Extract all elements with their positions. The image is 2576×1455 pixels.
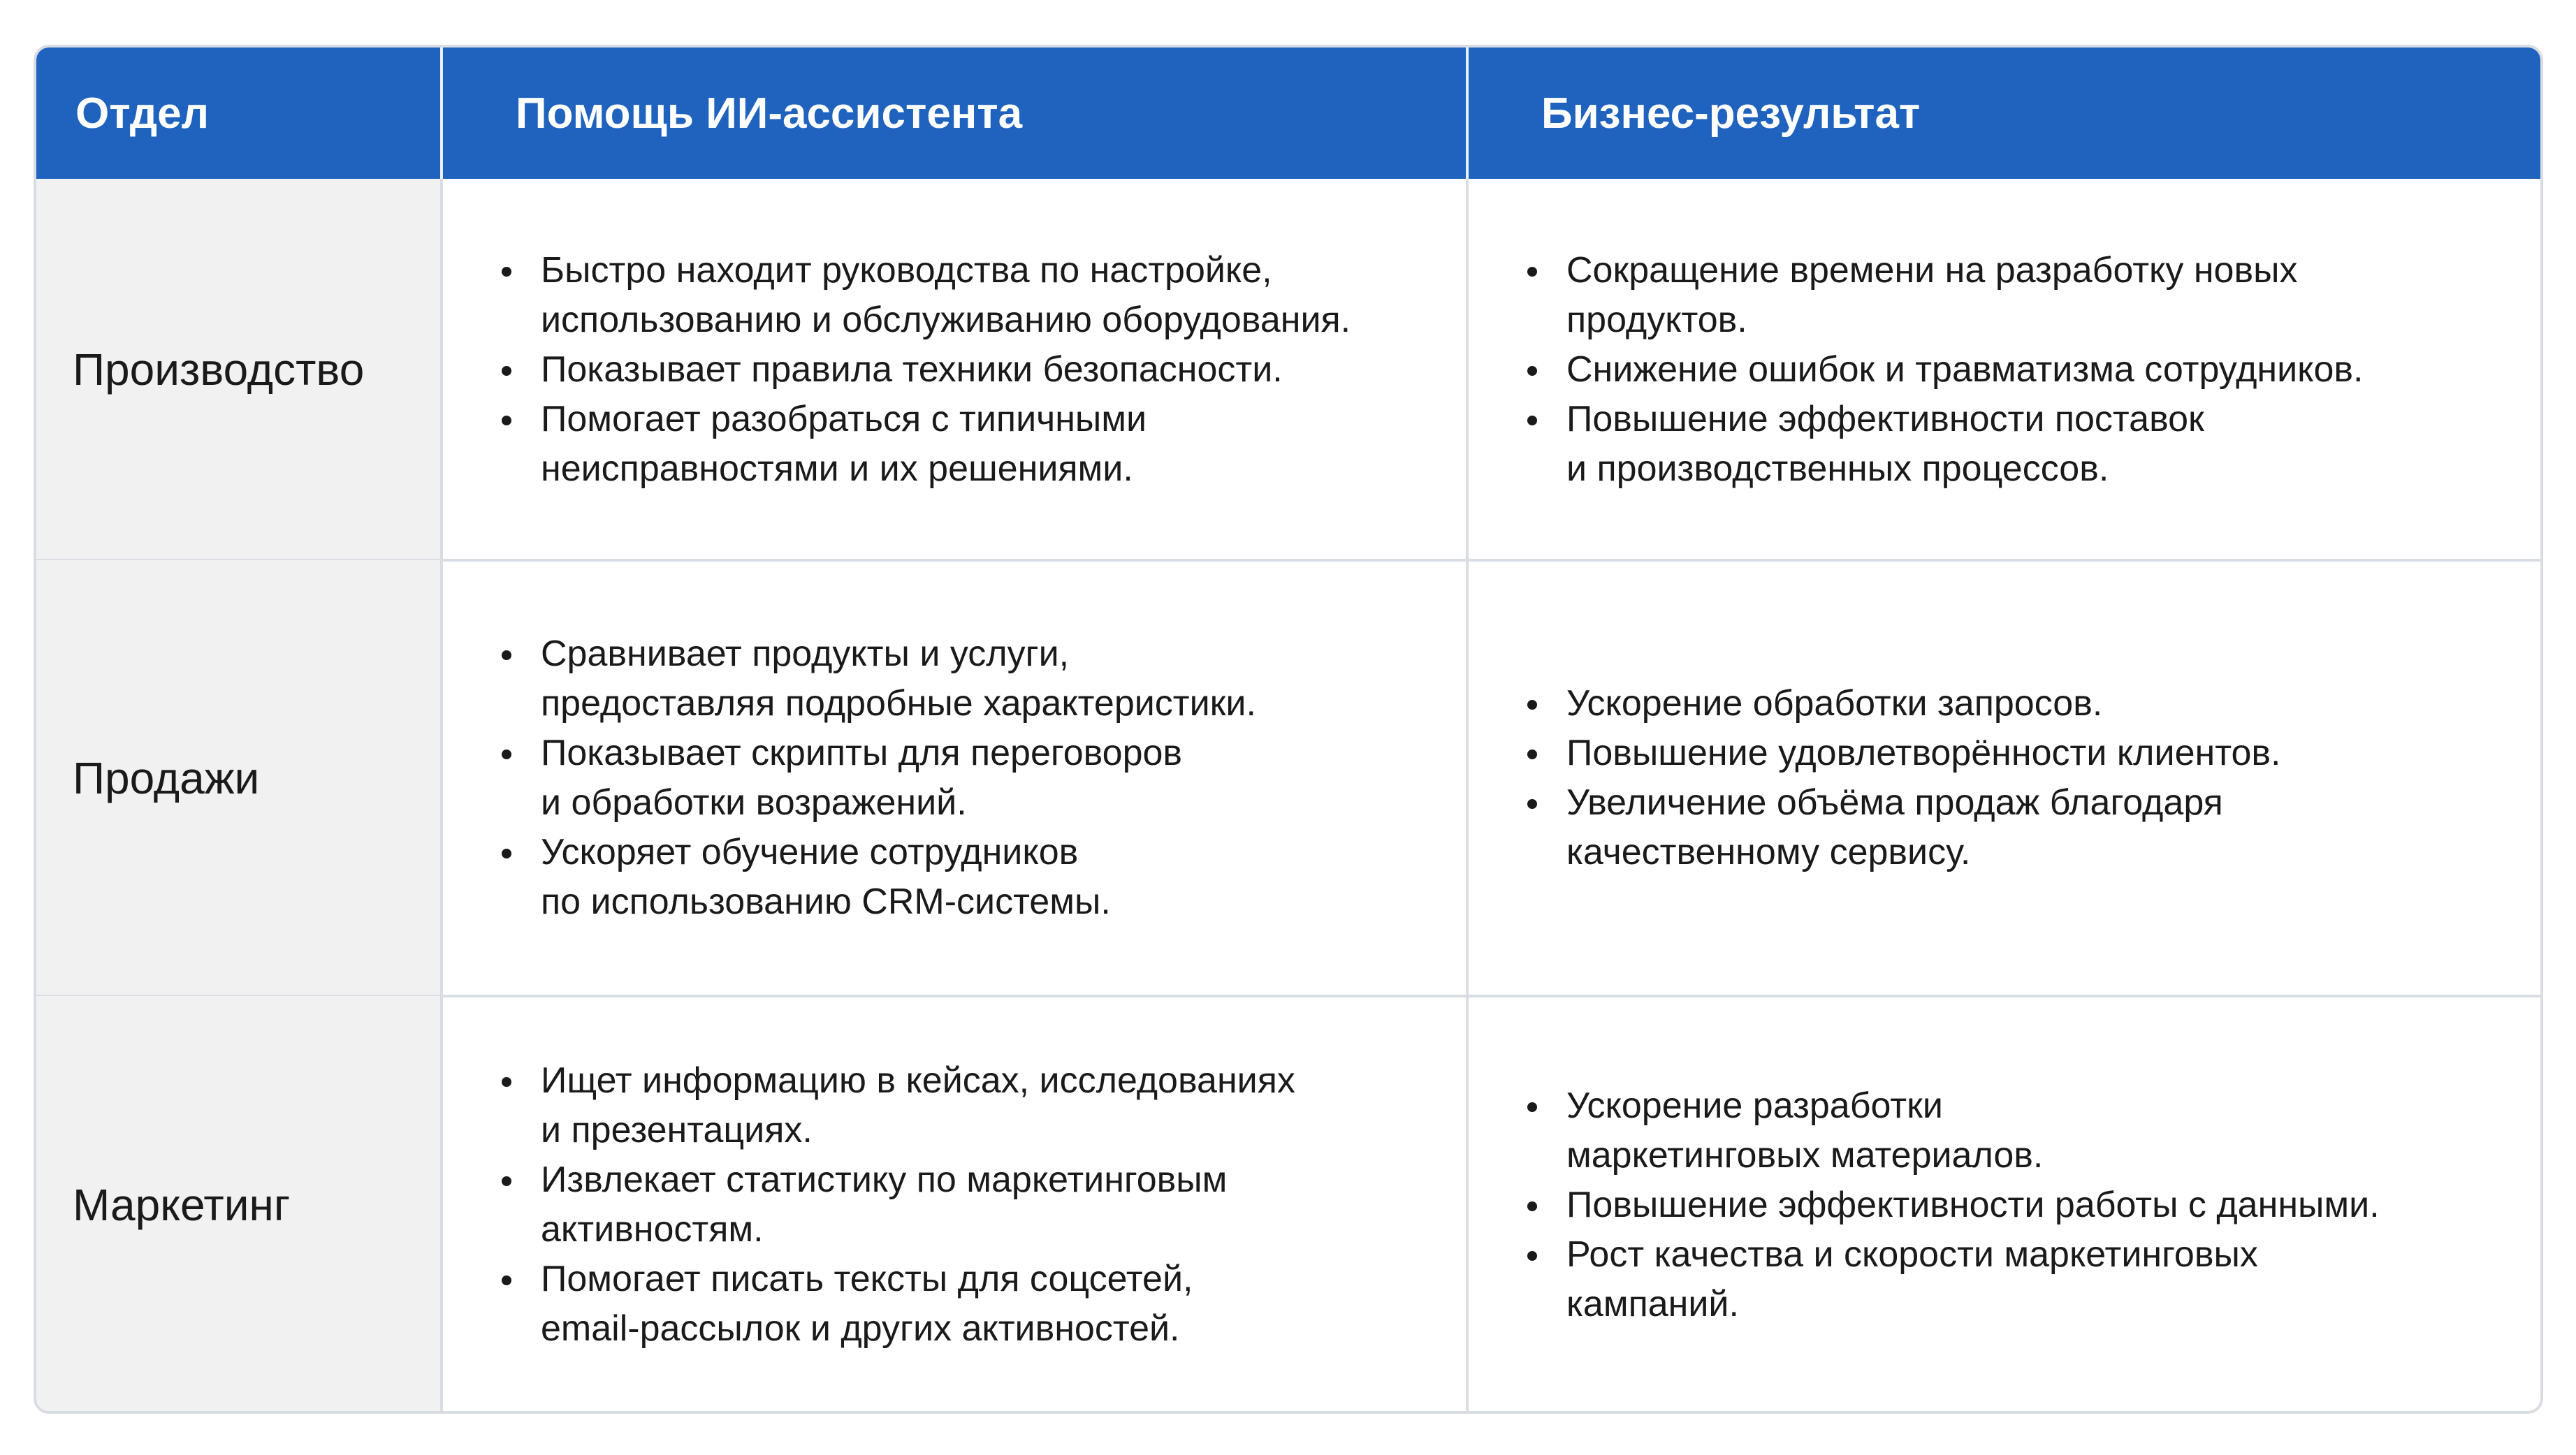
list-item: Снижение ошибок и травматизма сотрудников. <box>1520 345 2364 395</box>
list-item: Повышение эффективности работы с данными. <box>1520 1180 2380 1230</box>
ai-help-list <box>495 246 1351 494</box>
table-row <box>36 179 2540 560</box>
list-item: Ищет информацию в кейсах, исследованиях и презентациях. <box>495 1056 1295 1155</box>
business-result-list <box>1520 1081 2380 1329</box>
department-cell: Маркетинг <box>36 996 442 1414</box>
list-item: Повышение эффективности поставок и производственных процессов. <box>1520 395 2364 494</box>
list-item: Ускорение разработки маркетинговых материалов. <box>1520 1081 2380 1180</box>
list-item: Сравнивает продукты и услуги, предоставляя подробные характеристики. <box>495 629 1256 729</box>
header-ai-help: Помощь ИИ-ассистента <box>516 89 1023 138</box>
department-cell: Продажи <box>36 560 442 996</box>
list-item: Повышение удовлетворённости клиентов. <box>1520 729 2280 778</box>
ai-help-cell <box>444 179 1467 560</box>
list-item: Рост качества и скорости маркетинговых кампаний. <box>1520 1230 2380 1329</box>
list-item: Сокращение времени на разработку новых продуктов. <box>1520 246 2364 345</box>
header-department: Отдел <box>75 89 209 138</box>
list-item: Увеличение объёма продаж благодаря качественному сервису. <box>1520 778 2280 877</box>
ai-help-list <box>495 1056 1295 1354</box>
ai-help-list <box>495 629 1256 927</box>
list-item: Показывает скрипты для переговоров и обработки возражений. <box>495 729 1256 828</box>
business-result-list <box>1520 679 2280 877</box>
list-item: Извлекает статистику по маркетинговым активностям. <box>495 1155 1295 1255</box>
business-result-list <box>1520 246 2364 494</box>
business-result-cell <box>1470 179 2543 560</box>
business-result-cell <box>1470 560 2543 996</box>
column-divider <box>440 179 443 1414</box>
header-business-result: Бизнес-результат <box>1541 89 1921 138</box>
column-divider <box>1466 179 1469 1414</box>
ai-help-cell <box>444 996 1467 1414</box>
list-item: Показывает правила техники безопасности. <box>495 345 1351 395</box>
table-header <box>36 47 2540 179</box>
ai-help-cell <box>444 560 1467 996</box>
table-row <box>36 996 2540 1414</box>
business-result-cell <box>1470 996 2543 1414</box>
list-item: Помогает разобраться с типичными неисправностями и их решениями. <box>495 395 1351 494</box>
list-item: Ускоряет обучение сотрудников по использованию CRM-системы. <box>495 828 1256 927</box>
table-row <box>36 560 2540 996</box>
list-item: Ускорение обработки запросов. <box>1520 679 2280 729</box>
comparison-table <box>34 45 2543 1414</box>
list-item: Быстро находит руководства по настройке, использованию и обслуживанию оборудования. <box>495 246 1351 345</box>
list-item: Помогает писать тексты для соцсетей, email-рассылок и других активностей. <box>495 1255 1295 1354</box>
department-cell: Производство <box>36 179 442 560</box>
